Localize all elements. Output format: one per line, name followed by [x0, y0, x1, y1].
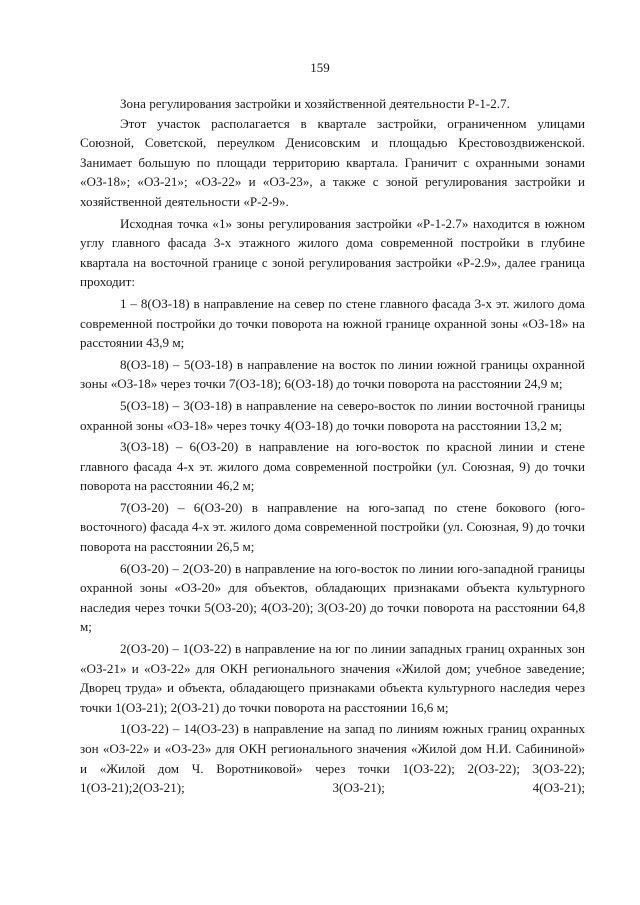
section-heading: Зона регулирования застройки и хозяйственной деятельности Р-1-2.7.	[120, 96, 510, 111]
paragraph-segment-2: 8(ОЗ-18) – 5(ОЗ-18) в направление на восток по линии южной границы охранной зоны «ОЗ-18» через точки 7(ОЗ-18); 6(ОЗ-18) до точки поворота на расстоянии 24,9 м;	[80, 356, 585, 392]
paragraph-segment-6: 6(ОЗ-20) – 2(ОЗ-20) в направление на юго-восток по линии юго-западной границы охранной зоны «ОЗ-20» для объектов, обладающих признаками объекта культурного наследия через точки 5(ОЗ-20); 4(ОЗ-20); 3(ОЗ-20) до точки поворота на расстоянии 64,8 м;	[80, 560, 585, 635]
paragraph-segment-8: 1(ОЗ-22) – 14(ОЗ-23) в направление на запад по линиям южных границ охранных зон «ОЗ-22» и «ОЗ-23» для ОКН регионального значения «Жилой дом Н.И. Сабининой» и «Жилой дом Ч. Воротниковой» через точки 1(ОЗ-22); 2(ОЗ-22); 3(ОЗ-22); 1(ОЗ-21);2(ОЗ-21); 3(ОЗ-21); 4(ОЗ-21);	[80, 721, 585, 796]
paragraph-segment-5: 7(ОЗ-20) – 6(ОЗ-20) в направление на юго-запад по стене бокового (юго-восточного) фасада 4-х эт. жилого дома современной постройки (ул. Союзная, 9) до точки поворота на расстоянии 26,5 м;	[80, 499, 585, 555]
paragraph-segment-3: 5(ОЗ-18) – 3(ОЗ-18) в направление на северо-восток по линии восточной границы охранной зоны «ОЗ-18» через точку 4(ОЗ-18) до точки поворота на расстоянии 13,2 м;	[80, 397, 585, 433]
paragraph-start-point: Исходная точка «1» зоны регулирования застройки «Р-1-2.7» находится в южном углу главного фасада 3-х этажного жилого дома современной постройки в глубине квартала на восточной границе с зоной регулирования застройки «Р-2.9», далее граница проходит:	[80, 215, 585, 290]
document-body	[80, 94, 585, 800]
paragraph-segment-1: 1 – 8(ОЗ-18) в направление на север по стене главного фасада 3-х эт. жилого дома современной постройки до точки поворота на южной границе охранной зоны «ОЗ-18» на расстоянии 43,9 м;	[80, 295, 585, 351]
paragraph-segment-4: 3(ОЗ-18) – 6(ОЗ-20) в направление на юго-восток по красной линии и стене главного фасада 4-х эт. жилого дома современной постройки (ул. Союзная, 9) до точки поворота на расстоянии 46,2 м;	[80, 439, 585, 494]
paragraph-segment-7: 2(ОЗ-20) – 1(ОЗ-22) в направление на юг по линии западных границ охранных зон «ОЗ-21» и «ОЗ-22» для ОКН регионального значения «Жилой дом; учебное заведение; Дворец труда» и объекта, обладающего признаками объекта культурного наследия через точки 1(ОЗ-21); 2(ОЗ-21) до точки поворота на расстоянии 16,6 м;	[80, 641, 585, 715]
page-number: 159	[310, 60, 330, 75]
paragraph-description: Этот участок располагается в квартале застройки, ограниченном улицами Союзной, Советской, переулком Денисовским и площадью Крестовоздвиженской. Занимает большую по площади территорию квартала. Граничит с охранными зонами «ОЗ-18»; «ОЗ-21»; «ОЗ-22» и «ОЗ-23», а также с зоной регулирования застройки и хозяйственной деятельности «Р-2-9».	[80, 115, 585, 209]
